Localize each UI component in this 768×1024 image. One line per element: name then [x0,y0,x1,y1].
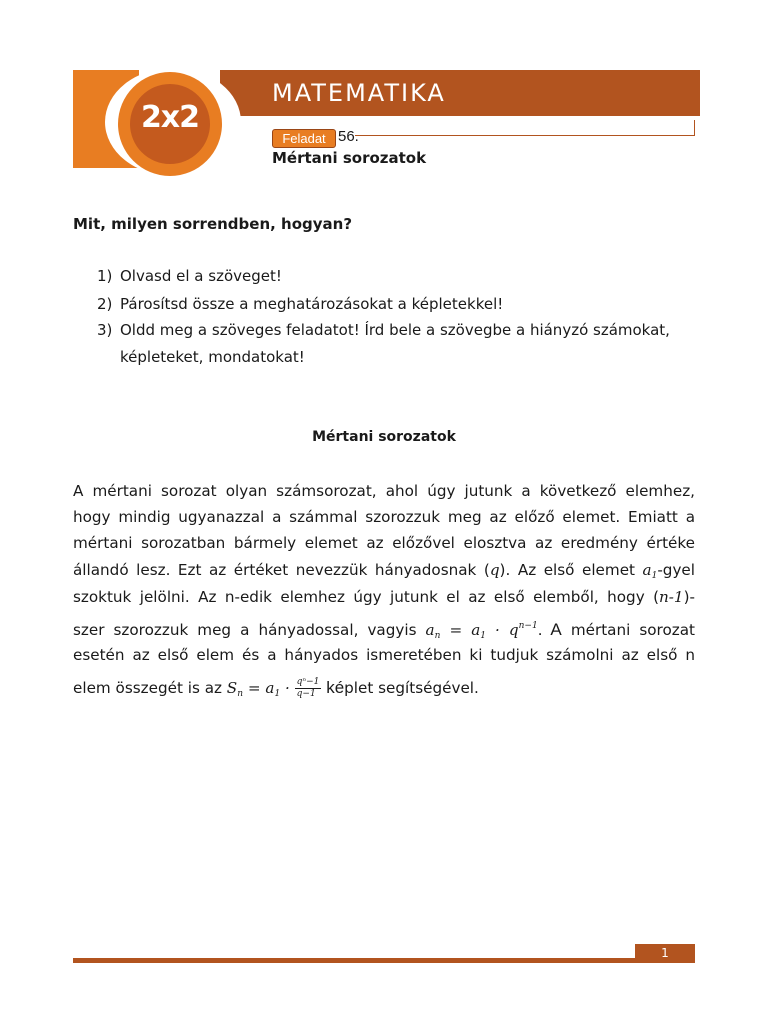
symbol-base: q [508,621,519,639]
text-segment: -gyel [657,561,696,579]
symbol-base: S [226,679,238,697]
text-segment: plet segítségével. [344,679,479,697]
symbol-subscript: 1 [480,631,486,641]
symbol-base: a [425,621,435,639]
n-minus-1: n-1 [659,588,684,606]
symbol-base: a [265,679,275,697]
instructions-heading: Mit, milyen sorrendben, hogyan? [73,215,353,233]
step-number: 2) [97,295,113,313]
text-segment: elem összegét is az [73,679,222,697]
step-number: 1) [97,267,113,285]
paragraph-line [73,558,695,582]
symbol-subscript: 1 [274,689,281,699]
fraction [295,677,322,700]
step-text: Párosítsd össze a meghatározásokat a képletekkel! [120,295,504,313]
task-number: 56. [338,128,359,145]
q-symbol: q [489,561,500,579]
symbol-base: a [471,621,481,639]
step-text: Olvasd el a szöveget! [120,267,282,285]
text-segment: állandó lesz. Ezt az értéket nevezzük hányadosnak ( [73,561,490,579]
subject-title: MATEMATIKA [272,79,446,107]
text-segment: mértani sorozat [570,621,695,639]
paragraph-line [73,614,695,641]
text-segment: ké [326,678,345,697]
logo-text: 2x2 [140,100,200,135]
equals-sign: = [440,621,472,639]
header-rule-tick [694,120,695,136]
step-text: Oldd meg a szöveges feladatot! Írd bele a szövegbe a hiányzó számokat, [120,321,670,339]
text-segment: . A [537,620,562,639]
paragraph-line: mértani sorozatban bármely elemet az előzővel elosztva az eredmény értéke [73,534,695,552]
paragraph-line: A mértani sorozat olyan számsorozat, ahol úgy jutunk a következő elemhez, [73,482,695,500]
symbol-subscript: n [434,631,441,641]
fraction-numerator: qⁿ−1 [296,677,320,687]
multiply-dot: · [280,679,295,697]
text-segment: ). Az első elemet [499,561,635,579]
nth-term-formula [426,621,538,639]
paragraph-line: hogy mindig ugyanazzal a számmal szorozzuk meg az előző elemet. Emiatt a [73,508,695,526]
paragraph-line [73,585,695,609]
fraction-denominator: q−1 [296,689,316,699]
symbol-base: a [642,561,652,579]
symbol-exponent: n−1 [518,621,538,631]
a1-symbol [643,561,658,579]
text-segment: )- [683,588,695,606]
footer-rule [73,958,695,963]
reading-title: Mértani sorozatok [312,429,456,445]
step-number: 3) [97,321,113,339]
symbol-subscript: 1 [651,571,658,581]
symbol-subscript: n [237,689,243,699]
multiply-dot: · [486,621,509,639]
step-text: képleteket, mondatokat! [120,348,305,366]
paragraph-line [73,676,695,700]
header-rule [355,135,695,136]
page-number: 1 [635,944,695,963]
task-title: Mértani sorozatok [272,149,427,167]
task-badge: Feladat [272,129,336,148]
paragraph-line: esetén az első elem és a hányados ismeretében ki tudjuk számolni az első n [73,646,695,664]
text-segment: szoktuk jelölni. Az n-edik elemhez úgy jutunk el az első elemből, hogy ( [73,588,660,606]
sum-formula [227,679,295,697]
text-segment: szer szorozzuk meg a hányadossal, vagyis [73,621,417,639]
equals-sign: = [243,679,266,697]
